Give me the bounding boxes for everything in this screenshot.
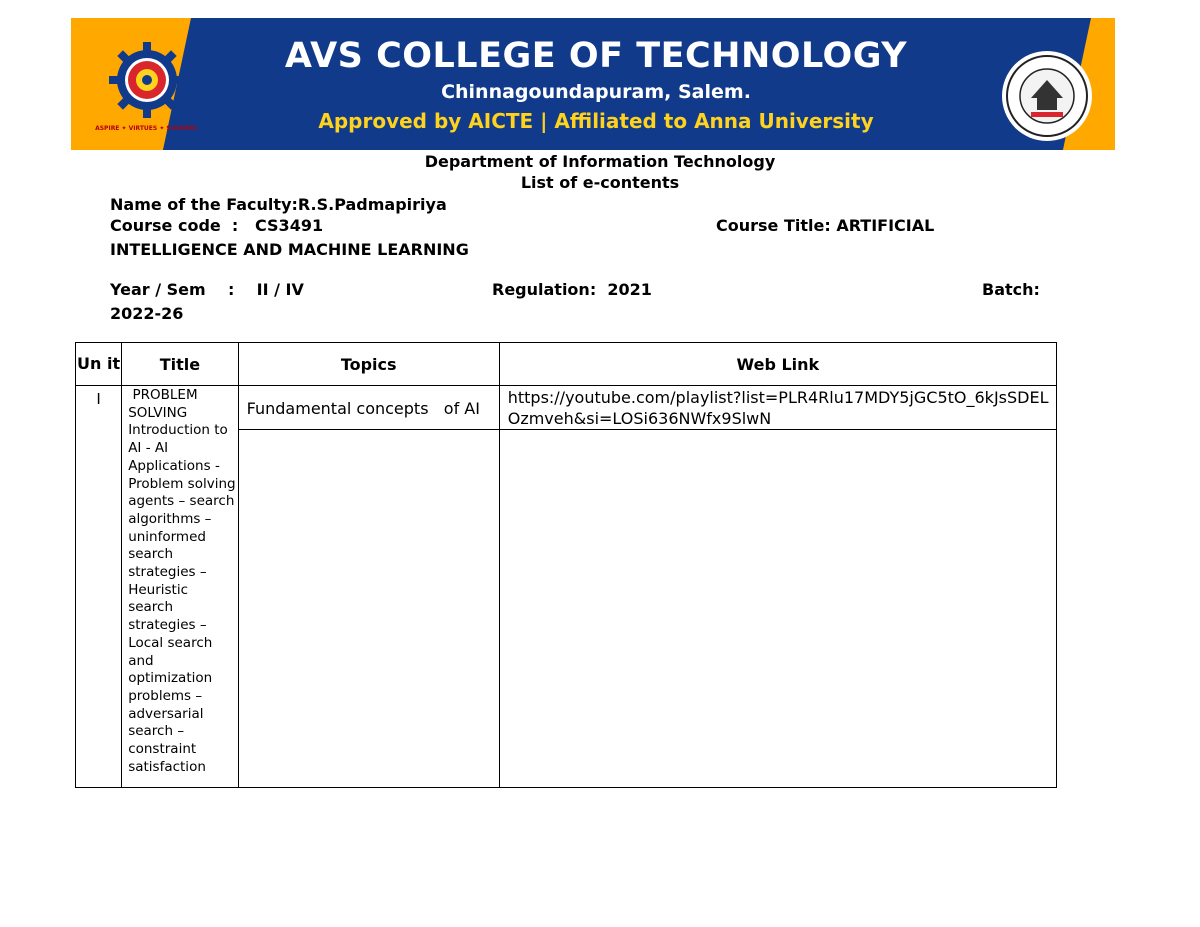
course-title-continued: INTELLIGENCE AND MACHINE LEARNING: [110, 240, 469, 259]
college-affiliation: Approved by AICTE | Affiliated to Anna University: [318, 109, 874, 133]
column-header-title: Title: [122, 343, 238, 386]
batch-label: Batch:: [982, 280, 1040, 299]
unit-title-cell: PROBLEM SOLVING Introduction to AI - AI Applications - Problem solving agents – search algorithms – uninformed search strategies – Heuristic search strategies – Local search and optimization problems – adversarial search – constraint satisfaction: [122, 386, 238, 788]
column-header-topics: Topics: [238, 343, 499, 386]
college-seal-icon: [1001, 50, 1093, 142]
logo-motto: ASPIRE ✦ VIRTUES ✦ SUCCESS: [95, 125, 197, 132]
column-header-unit: Un it: [76, 343, 122, 386]
table-row: [76, 386, 1057, 430]
year-sem: Year / Sem : II / IV: [110, 280, 304, 299]
table-header-row: [76, 343, 1057, 386]
faculty-name: Name of the Faculty:R.S.Padmapiriya: [110, 195, 447, 214]
college-gear-logo-icon: [107, 40, 187, 120]
list-title: List of e-contents: [520, 173, 680, 192]
department-heading: Department of Information Technology: [424, 152, 776, 171]
empty-topic-cell: [238, 430, 499, 788]
course-title-label: Course Title: ARTIFICIAL: [716, 216, 935, 235]
column-header-weblink: Web Link: [499, 343, 1056, 386]
batch-value: 2022-26: [110, 304, 184, 323]
topic-cell: Fundamental concepts of AI: [238, 386, 499, 430]
college-banner: [71, 18, 1115, 150]
regulation: Regulation: 2021: [492, 280, 652, 299]
empty-link-cell: [499, 430, 1056, 788]
college-name: AVS COLLEGE OF TECHNOLOGY: [284, 36, 908, 76]
course-code: Course code : CS3491: [110, 216, 324, 235]
web-link[interactable]: https://youtube.com/playlist?list=PLR4Rlu17MDY5jGC5tO_6kJsSDELOzmveh&si=LOSi636NWfx9SlwN: [499, 386, 1056, 430]
unit-cell: I: [76, 386, 122, 788]
econtents-table: [75, 342, 1057, 788]
college-location: Chinnagoundapuram, Salem.: [441, 81, 751, 103]
